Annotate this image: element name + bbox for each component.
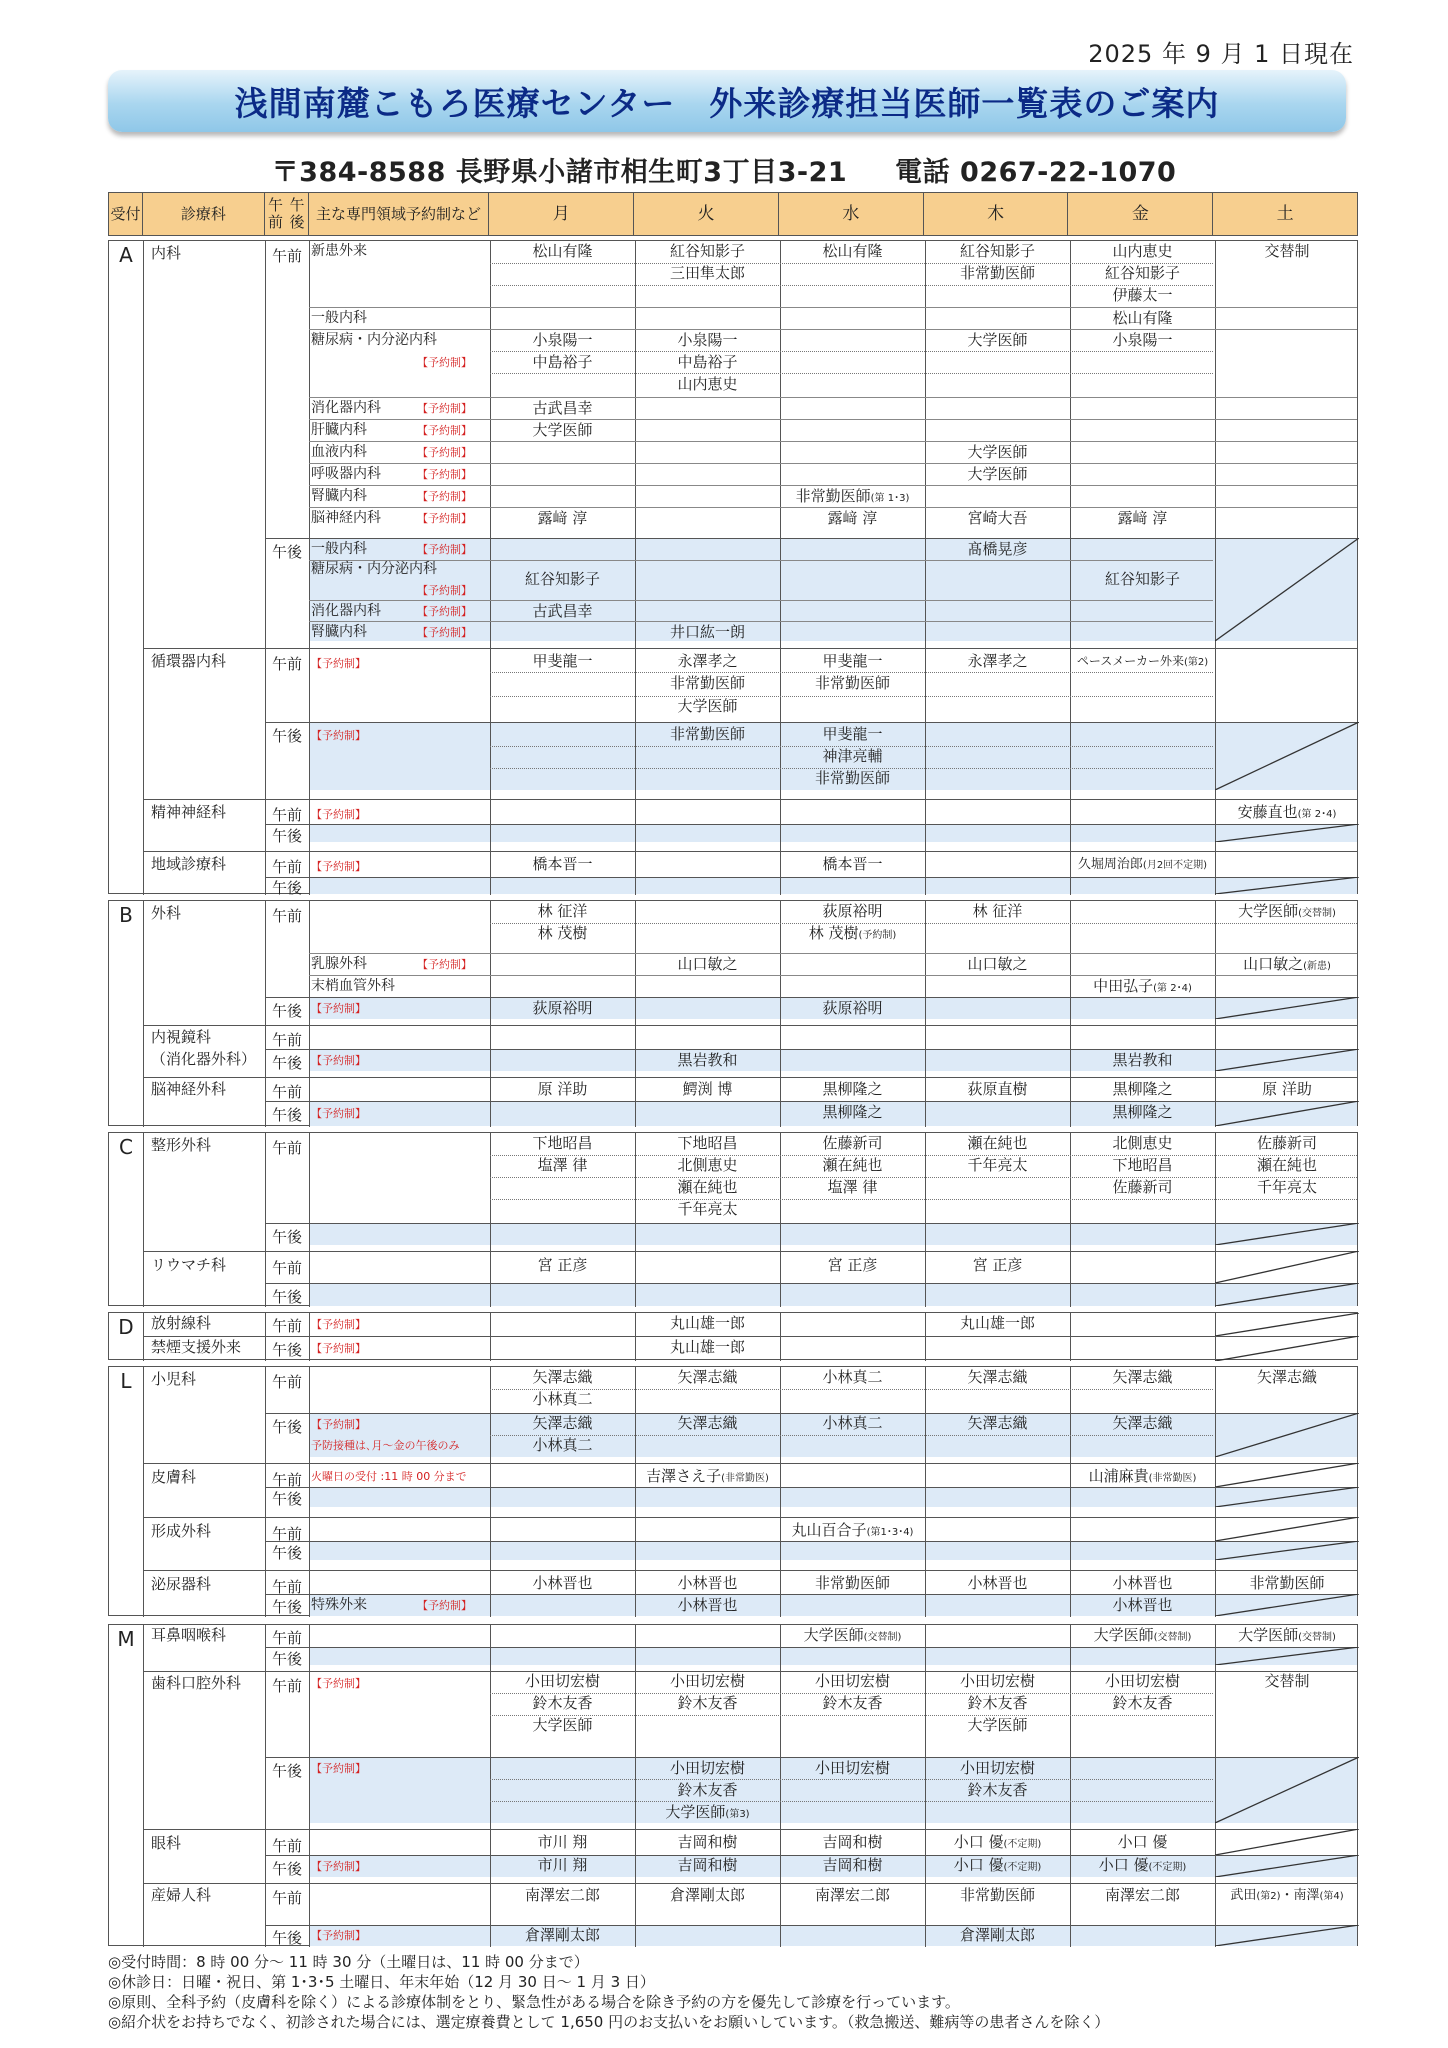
- row-label: 午前: [271, 1139, 302, 1157]
- schedule-cell: ペースメーカー外来(第2): [1076, 654, 1209, 668]
- schedule-cell: 宮 正彦: [827, 1256, 878, 1274]
- schedule-cell: 小林真二: [822, 1368, 883, 1386]
- schedule-cell: 南澤宏二郎: [524, 1886, 600, 1904]
- row-label: 肝臓内科: [311, 422, 367, 438]
- schedule-cell: 林 征洋: [537, 902, 588, 920]
- block-l: [108, 1366, 1358, 1616]
- schedule-cell: 塩澤 律: [537, 1156, 588, 1174]
- row-label: 午前: [271, 1031, 302, 1049]
- header-wed: 水: [779, 193, 924, 235]
- as-of-date: 2025 年 9 月 1 日現在: [1088, 40, 1354, 68]
- schedule-cell: 矢澤志織: [677, 1414, 738, 1432]
- schedule-cell: 鈴木友香: [677, 1781, 738, 1799]
- schedule-cell: 大学医師: [532, 1716, 593, 1734]
- schedule-cell: 南澤宏二郎: [1104, 1886, 1180, 1904]
- header-fri: 金: [1068, 193, 1213, 235]
- row-label: 午前: [271, 1317, 302, 1335]
- row-label: 呼吸器内科: [311, 466, 381, 482]
- schedule-cell: 松山有隆: [532, 242, 593, 260]
- schedule-cell: 紅谷知影子: [959, 242, 1035, 260]
- schedule-cell: 非常勤医師: [959, 264, 1035, 282]
- row-label: 消化器内科: [311, 400, 381, 416]
- schedule-cell: 古武昌幸: [532, 399, 593, 417]
- row-label: 一般内科: [311, 310, 367, 326]
- row-label: 一般内科: [311, 541, 367, 557]
- schedule-cell: 橋本晋一: [822, 855, 883, 873]
- row-label: 【予約制】: [417, 958, 472, 971]
- note-reservation: ◎原則、全科予約（皮膚科を除く）による診療体制をとり、緊急性がある場合を除き予約の方を優先して診療を行っています。: [108, 1993, 960, 2011]
- schedule-cell: 佐藤新司: [1112, 1178, 1173, 1196]
- header-ampm: 午前 午後: [265, 193, 309, 235]
- schedule-cell: 鰐渕 博: [682, 1080, 733, 1098]
- row-label: 外科: [151, 904, 182, 922]
- schedule-cell: 黒柳隆之: [822, 1080, 883, 1098]
- row-label: 午前: [271, 1677, 302, 1695]
- note-hours: ◎受付時間：8 時 00 分～ 11 時 30 分（土曜日は、11 時 00 分まで）: [108, 1953, 589, 1971]
- schedule-cell: 佐藤新司: [1256, 1134, 1317, 1152]
- row-label: 午後: [271, 1288, 302, 1306]
- schedule-cell: 鈴木友香: [532, 1694, 593, 1712]
- row-label: 形成外科: [151, 1522, 212, 1540]
- row-label: 新患外来: [311, 243, 367, 259]
- schedule-cell: 丸山雄一郎: [669, 1338, 745, 1356]
- row-label: 午前: [271, 1837, 302, 1855]
- schedule-cell: 矢澤志織: [1256, 1368, 1317, 1386]
- schedule-cell: 丸山百合子(第1･3･4): [791, 1521, 914, 1539]
- schedule-cell: 三田隼太郎: [669, 264, 745, 282]
- schedule-cell: 矢澤志織: [967, 1414, 1028, 1432]
- row-label: 午後: [271, 1418, 302, 1436]
- schedule-cell: 塩澤 律: [827, 1178, 878, 1196]
- block-d: [108, 1312, 1358, 1360]
- row-label: 午前: [271, 1471, 302, 1489]
- row-label: 午後: [271, 1341, 302, 1359]
- row-label: 午前: [271, 247, 302, 265]
- schedule-cell: 小田切宏樹: [669, 1672, 745, 1690]
- schedule-cell: 小田切宏樹: [669, 1759, 745, 1777]
- table-header: [108, 192, 1358, 236]
- schedule-cell: 大学医師: [967, 443, 1028, 461]
- schedule-cell: 井口紘一朗: [669, 623, 745, 641]
- schedule-cell: 小田切宏樹: [959, 1759, 1035, 1777]
- row-label: 午後: [271, 1650, 302, 1668]
- row-label: 午後: [271, 727, 302, 745]
- schedule-cell: 小田切宏樹: [1104, 1672, 1180, 1690]
- schedule-cell: 千年亮太: [677, 1200, 738, 1218]
- header-spec: 主な専門領域 予約制など: [309, 193, 490, 235]
- schedule-cell: 佐藤新司: [822, 1134, 883, 1152]
- schedule-cell: 中島裕子: [677, 353, 738, 371]
- row-label: 午後: [271, 1544, 302, 1562]
- schedule-cell: 大学医師(交替制): [1093, 1626, 1192, 1644]
- row-label: 【予約制】: [311, 1929, 366, 1942]
- schedule-cell: 紅谷知影子: [669, 242, 745, 260]
- schedule-cell: 久堀周治郎(月2回不定期): [1077, 857, 1208, 872]
- row-label: 午前: [271, 1525, 302, 1543]
- schedule-cell: 大学医師(第3): [665, 1803, 750, 1821]
- schedule-cell: 小林晋也: [677, 1596, 738, 1614]
- row-label: 特殊外来: [311, 1597, 367, 1613]
- block-letter-b: B: [119, 903, 133, 927]
- schedule-cell: 山内恵史: [1112, 242, 1173, 260]
- schedule-cell: 大学医師(交替制): [1238, 902, 1336, 920]
- schedule-cell: 露﨑 淳: [827, 509, 878, 527]
- schedule-cell: 千年亮太: [967, 1156, 1028, 1174]
- schedule-cell: 山口敏之: [677, 955, 738, 973]
- row-label: 【予約制】: [417, 402, 472, 415]
- block-letter-a: A: [119, 243, 133, 267]
- schedule-cell: 古武昌幸: [532, 602, 593, 620]
- row-label: 【予約制】: [311, 1002, 366, 1015]
- row-label: 血液内科: [311, 444, 367, 460]
- row-label: 【予約制】: [311, 1054, 366, 1067]
- row-label: 火曜日の受付 :11 時 00 分まで: [311, 1470, 467, 1483]
- schedule-cell: 露﨑 淳: [537, 509, 588, 527]
- row-label: 予防接種は､月～金の午後のみ: [311, 1439, 460, 1452]
- schedule-cell: 小口 優(不定期): [953, 1856, 1042, 1874]
- row-label: 午後: [271, 1929, 302, 1947]
- row-label: 午前: [271, 858, 302, 876]
- row-label: 泌尿器科: [151, 1575, 212, 1593]
- row-label: 【予約制】: [417, 626, 472, 639]
- address-line: [0, 150, 1448, 189]
- schedule-cell: 小田切宏樹: [814, 1672, 890, 1690]
- schedule-cell: 橋本晋一: [532, 855, 593, 873]
- schedule-cell: 小林真二: [532, 1436, 593, 1454]
- schedule-cell: 小田切宏樹: [814, 1759, 890, 1777]
- schedule-cell: 山内恵史: [677, 375, 738, 393]
- schedule-cell: 黒柳隆之: [1112, 1080, 1173, 1098]
- schedule-cell: 原 洋助: [537, 1080, 588, 1098]
- schedule-cell: 黒岩教和: [1112, 1051, 1173, 1069]
- schedule-cell: 市川 翔: [537, 1833, 588, 1851]
- schedule-cell: 吉澤さえ子(非常勤医): [646, 1467, 769, 1485]
- row-label: 歯科口腔外科: [151, 1674, 242, 1692]
- row-label: 午前: [271, 1259, 302, 1277]
- row-label: 【予約制】: [417, 424, 472, 437]
- row-label: 【予約制】: [311, 657, 366, 670]
- schedule-cell: 大学医師: [967, 331, 1028, 349]
- row-label: 【予約制】: [417, 605, 472, 618]
- row-label: 【予約制】: [311, 1318, 366, 1331]
- row-label: 【予約制】: [417, 356, 472, 369]
- schedule-cell: 荻原裕明: [532, 999, 593, 1017]
- schedule-cell: 甲斐龍一: [822, 725, 883, 743]
- block-b: [108, 900, 1358, 1126]
- dept-junkan: 循環器内科: [151, 652, 227, 670]
- schedule-cell: 大学医師(交替制): [1238, 1626, 1336, 1644]
- schedule-cell: 鈴木友香: [967, 1781, 1028, 1799]
- schedule-cell: 露﨑 淳: [1117, 509, 1168, 527]
- schedule-cell: 倉澤剛太郎: [959, 1926, 1035, 1944]
- row-label: 午後: [271, 827, 302, 845]
- schedule-cell: 非常勤医師: [814, 769, 890, 787]
- block-letter-m: M: [117, 1627, 135, 1651]
- schedule-cell: 下地昭昌: [532, 1134, 593, 1152]
- schedule-cell: 鈴木友香: [967, 1694, 1028, 1712]
- row-label: 【予約制】: [311, 1860, 366, 1873]
- schedule-cell: 鈴木友香: [1112, 1694, 1173, 1712]
- schedule-cell: 矢澤志織: [967, 1368, 1028, 1386]
- schedule-cell: 大学医師: [532, 421, 593, 439]
- schedule-cell: 瀬在純也: [1256, 1156, 1317, 1174]
- schedule-cell: 非常勤医師: [1249, 1574, 1325, 1592]
- schedule-cell: 鈴木友香: [822, 1694, 883, 1712]
- schedule-cell: 小泉陽一: [532, 331, 593, 349]
- row-label: 午前: [271, 1578, 302, 1596]
- block-letter-l: L: [120, 1369, 132, 1393]
- page-title: 浅間南麓こもろ医療センター 外来診療担当医師一覧表のご案内: [108, 70, 1346, 132]
- row-label: 【予約制】: [417, 490, 472, 503]
- row-label: 【予約制】: [311, 860, 366, 873]
- row-label: 午後: [271, 543, 302, 561]
- row-label: 午後: [271, 1054, 302, 1072]
- row-label: 午後: [271, 1860, 302, 1878]
- row-label: 【予約制】: [417, 468, 472, 481]
- row-label: 【予約制】: [311, 1342, 366, 1355]
- schedule-cell: 南澤宏二郎: [814, 1886, 890, 1904]
- schedule-cell: 山口敏之(新患): [1243, 955, 1331, 973]
- row-label: 午後: [271, 1598, 302, 1616]
- row-label: 【予約制】: [311, 808, 366, 821]
- row-label: 脳神経外科: [151, 1080, 227, 1098]
- header-reception: 受付: [109, 193, 143, 235]
- row-label: 午前: [271, 907, 302, 925]
- schedule-cell: 小林真二: [822, 1414, 883, 1432]
- schedule-cell: 小林晋也: [532, 1574, 593, 1592]
- note-holidays: ◎休診日：日曜・祝日、第 1･3･5 土曜日、年末年始（12 月 30 日～ 1 月 3 日）: [108, 1973, 655, 1991]
- schedule-cell: 矢澤志織: [1112, 1414, 1173, 1432]
- schedule-cell: 非常勤医師: [959, 1886, 1035, 1904]
- schedule-cell: 北側恵史: [677, 1156, 738, 1174]
- row-label: 放射線科: [151, 1314, 212, 1332]
- schedule-cell: 大学医師: [967, 465, 1028, 483]
- dept-chiiki: 地域診療科: [151, 855, 227, 873]
- block-letter-d: D: [118, 1315, 134, 1339]
- row-label: 【予約制】: [311, 1677, 366, 1690]
- schedule-cell: 小林真二: [532, 1390, 593, 1408]
- row-label: 午前: [271, 1889, 302, 1907]
- block-c: [108, 1132, 1358, 1306]
- schedule-cell: 永澤孝之: [677, 652, 738, 670]
- schedule-cell: 下地昭昌: [1112, 1156, 1173, 1174]
- header-mon: 月: [489, 193, 634, 235]
- schedule-cell: 紅谷知影子: [1104, 570, 1180, 588]
- footer-notes: [108, 1952, 1109, 2032]
- row-label: 午後: [271, 879, 302, 897]
- schedule-cell: 鈴木友香: [677, 1694, 738, 1712]
- address: 〒384-8588 長野県小諸市相生町3丁目3-21: [271, 157, 848, 188]
- row-label: 午後: [271, 1762, 302, 1780]
- row-label: 消化器内科: [311, 603, 381, 619]
- row-label: 【予約制】: [417, 1599, 472, 1612]
- schedule-cell: 瀬在純也: [677, 1178, 738, 1196]
- row-label: 【予約制】: [311, 1107, 366, 1120]
- schedule-cell: 小口 優(不定期): [1098, 1856, 1187, 1874]
- row-label: 午前: [271, 1373, 302, 1391]
- schedule-cell: 中田弘子(第 2･4): [1093, 977, 1192, 995]
- schedule-cell: 小泉陽一: [1112, 331, 1173, 349]
- row-label: 【予約制】: [417, 446, 472, 459]
- row-label: 産婦人科: [151, 1886, 212, 1904]
- schedule-cell: 原 洋助: [1262, 1080, 1312, 1098]
- header-sat: 土: [1276, 203, 1294, 224]
- block-a: [108, 240, 1358, 897]
- row-label: 内視鏡科: [151, 1028, 212, 1046]
- schedule-cell: 甲斐龍一: [822, 652, 883, 670]
- row-label: 【予約制】: [417, 584, 472, 597]
- schedule-cell: 林 茂樹: [537, 924, 588, 942]
- schedule-cell: 非常勤医師(第 1･3): [795, 487, 910, 505]
- row-label: 午後: [271, 1002, 302, 1020]
- schedule-cell: 市川 翔: [537, 1856, 588, 1874]
- row-label: 禁煙支援外来: [151, 1338, 242, 1356]
- header-dept: 診療科: [143, 193, 265, 235]
- row-label: 午前: [271, 1083, 302, 1101]
- row-label: 皮膚科: [151, 1468, 197, 1486]
- schedule-cell: 黒岩教和: [677, 1051, 738, 1069]
- schedule-cell: 山口敏之: [967, 955, 1028, 973]
- schedule-cell: 大学医師: [967, 1716, 1028, 1734]
- schedule-cell: 黒柳隆之: [1112, 1103, 1173, 1121]
- row-label: 午後: [271, 1228, 302, 1246]
- dept-naika: 内科: [151, 244, 182, 262]
- seishin-pm-row: [309, 824, 1357, 842]
- note-referral: ◎紹介状をお持ちでなく、初診された場合には、選定療養費として 1,650 円のお支払いをお願いしています。（救急搬送、難病等の患者さんを除く）: [108, 2013, 1110, 2031]
- schedule-cell: 丸山雄一郎: [669, 1314, 745, 1332]
- row-label: 午前: [271, 1629, 302, 1647]
- schedule-cell: 吉岡和樹: [822, 1833, 883, 1851]
- schedule-cell: 永澤孝之: [967, 652, 1028, 670]
- row-label: 【予約制】: [417, 543, 472, 556]
- row-label: 乳腺外科: [311, 956, 367, 972]
- schedule-cell: 丸山雄一郎: [959, 1314, 1035, 1332]
- schedule-cell: 矢澤志織: [677, 1368, 738, 1386]
- row-label: 午前: [271, 806, 302, 824]
- schedule-cell: 伊藤太一: [1112, 286, 1173, 304]
- row-label: 耳鼻咽喉科: [151, 1626, 227, 1644]
- schedule-cell: 倉澤剛太郎: [524, 1926, 600, 1944]
- schedule-cell: 交替制: [1264, 242, 1310, 260]
- schedule-cell: 紅谷知影子: [1104, 264, 1180, 282]
- schedule-cell: 小口 優: [1117, 1833, 1168, 1851]
- schedule-cell: 神津亮輔: [822, 747, 883, 765]
- row-label: 【予約制】: [311, 1418, 366, 1431]
- schedule-cell: 甲斐龍一: [532, 652, 593, 670]
- chiiki-pm-row: [309, 877, 1357, 894]
- schedule-cell: 中島裕子: [532, 353, 593, 371]
- row-label: 午後: [271, 1106, 302, 1124]
- header-tue: 火: [634, 193, 779, 235]
- schedule-cell: 荻原直樹: [967, 1080, 1028, 1098]
- row-label: 【予約制】: [417, 512, 472, 525]
- schedule-cell: 非常勤医師: [669, 725, 745, 743]
- schedule-cell: 矢澤志織: [532, 1368, 593, 1386]
- schedule-cell: 矢澤志織: [532, 1414, 593, 1432]
- schedule-cell: 荻原裕明: [822, 999, 883, 1017]
- row-label: 糖尿病・内分泌内科: [311, 332, 437, 348]
- row-label: 末梢血管外科: [311, 978, 395, 994]
- schedule-cell: 小林晋也: [677, 1574, 738, 1592]
- schedule-cell: 小口 優(不定期): [953, 1833, 1042, 1851]
- header-thu: 木: [924, 193, 1069, 235]
- schedule-cell: 宮崎大吾: [967, 509, 1028, 527]
- row-label: 糖尿病・内分泌内科: [311, 561, 437, 577]
- schedule-cell: 荻原裕明: [822, 902, 883, 920]
- schedule-cell: 矢澤志織: [1112, 1368, 1173, 1386]
- row-label: 脳神経内科: [311, 510, 381, 526]
- row-label: 【予約制】: [311, 1762, 366, 1775]
- schedule-cell: 北側恵史: [1112, 1134, 1173, 1152]
- row-label: 小児科: [151, 1370, 197, 1388]
- schedule-cell: 瀬在純也: [822, 1156, 883, 1174]
- schedule-cell: 非常勤医師: [669, 674, 745, 692]
- schedule-cell: 安藤直也(第 2･4): [1237, 803, 1337, 821]
- dept-seishin: 精神神経科: [151, 803, 227, 821]
- schedule-cell: 髙橋晃彦: [967, 540, 1028, 558]
- schedule-cell: 下地昭昌: [677, 1134, 738, 1152]
- schedule-cell: 林 征洋: [972, 902, 1023, 920]
- row-label: 整形外科: [151, 1136, 212, 1154]
- schedule-cell: 吉岡和樹: [677, 1856, 738, 1874]
- row-label: 眼科: [151, 1834, 182, 1852]
- schedule-cell: 紅谷知影子: [524, 570, 600, 588]
- schedule-cell: 小林晋也: [967, 1574, 1028, 1592]
- schedule-cell: 黒柳隆之: [822, 1103, 883, 1121]
- row-label: 腎臓内科: [311, 488, 367, 504]
- schedule-cell: 大学医師(交替制): [803, 1626, 902, 1644]
- schedule-cell: 山浦麻貴(非常勤医): [1088, 1467, 1197, 1485]
- block-letter-c: C: [119, 1135, 133, 1159]
- schedule-cell: 林 茂樹(予約制): [808, 924, 897, 942]
- block-m: [108, 1624, 1358, 1946]
- schedule-cell: 宮 正彦: [537, 1256, 588, 1274]
- row-label: （消化器外科）: [151, 1050, 257, 1068]
- schedule-cell: 小田切宏樹: [524, 1672, 600, 1690]
- schedule-cell: 小田切宏樹: [959, 1672, 1035, 1690]
- schedule-cell: 吉岡和樹: [677, 1833, 738, 1851]
- schedule-cell: 非常勤医師: [814, 1574, 890, 1592]
- schedule-cell: 小泉陽一: [677, 331, 738, 349]
- row-label: 【予約制】: [311, 729, 366, 742]
- schedule-cell: 瀬在純也: [967, 1134, 1028, 1152]
- schedule-cell: 倉澤剛太郎: [669, 1886, 745, 1904]
- schedule-cell: 宮 正彦: [972, 1256, 1023, 1274]
- schedule-cell: 松山有隆: [1112, 309, 1173, 327]
- schedule-cell: 大学医師: [677, 697, 738, 715]
- schedule-cell: 武田(第2)・南澤(第4): [1230, 1888, 1344, 1903]
- row-label: 腎臓内科: [311, 624, 367, 640]
- schedule-cell: 吉岡和樹: [822, 1856, 883, 1874]
- schedule-cell: 小林晋也: [1112, 1596, 1173, 1614]
- schedule-cell: 松山有隆: [822, 242, 883, 260]
- schedule-cell: 小林晋也: [1112, 1574, 1173, 1592]
- row-label: 午後: [271, 1490, 302, 1508]
- row-label: リウマチ科: [151, 1256, 227, 1274]
- row-label: 午前: [271, 655, 302, 673]
- phone: 電話 0267-22-1070: [895, 157, 1177, 188]
- schedule-cell: 千年亮太: [1256, 1178, 1317, 1196]
- schedule-cell: 非常勤医師: [814, 674, 890, 692]
- schedule-cell: 交替制: [1264, 1672, 1310, 1690]
